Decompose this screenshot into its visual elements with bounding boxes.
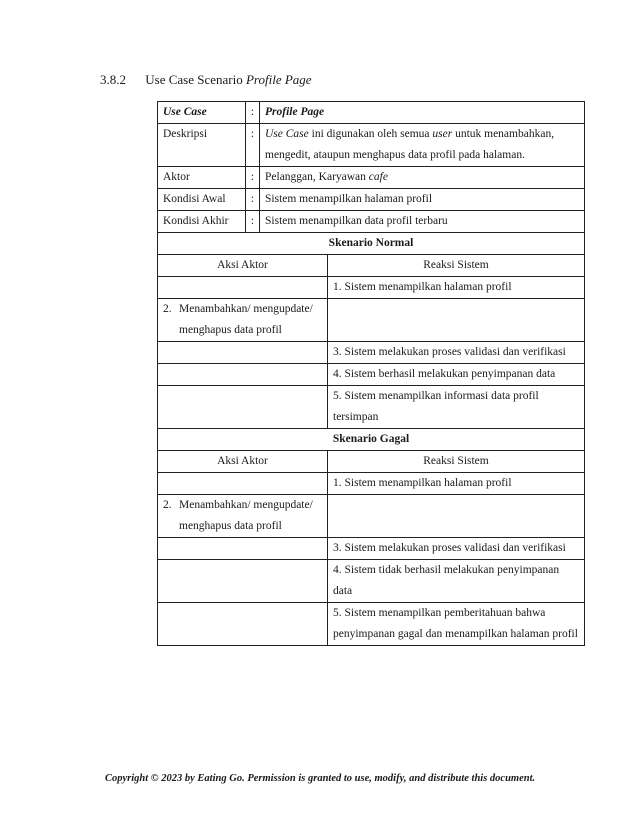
separator: : xyxy=(246,102,260,124)
separator: : xyxy=(246,167,260,189)
sistem-cell: 1. Sistem menampilkan halaman profil xyxy=(328,473,585,495)
table-row xyxy=(158,342,585,364)
aktor-cell: 2. Menambahkan/ mengupdate/ menghapus data profil xyxy=(158,299,328,342)
aktor-cell xyxy=(158,473,328,495)
sistem-cell: 4. Sistem berhasil melakukan penyimpanan data xyxy=(328,364,585,386)
value-aktor: Pelanggan, Karyawan cafe xyxy=(260,167,585,189)
section-title: Use Case Scenario Profile Page xyxy=(145,72,312,87)
sistem-cell: 3. Sistem melakukan proses validasi dan verifikasi xyxy=(328,538,585,560)
scenario-normal-title: Skenario Normal xyxy=(158,233,585,255)
table-row xyxy=(158,473,585,495)
row-kondisi-akhir xyxy=(158,211,585,233)
sistem-cell: 5. Sistem menampilkan informasi data profil tersimpan xyxy=(328,386,585,429)
aktor-cell xyxy=(158,560,328,603)
aktor-cell xyxy=(158,342,328,364)
scenario-normal-header-row xyxy=(158,255,585,277)
table-row xyxy=(158,299,585,342)
label-deskripsi: Deskripsi xyxy=(158,124,246,167)
row-deskripsi xyxy=(158,124,585,167)
value-use-case: Profile Page xyxy=(260,102,585,124)
aktor-cell xyxy=(158,603,328,646)
table-row xyxy=(158,560,585,603)
table-row xyxy=(158,364,585,386)
scenario-normal-title-row xyxy=(158,233,585,255)
aktor-cell xyxy=(158,277,328,299)
use-case-table xyxy=(157,101,585,646)
separator: : xyxy=(246,211,260,233)
label-kondisi-akhir: Kondisi Akhir xyxy=(158,211,246,233)
row-use-case xyxy=(158,102,585,124)
label-use-case: Use Case xyxy=(158,102,246,124)
table-row xyxy=(158,386,585,429)
sistem-cell xyxy=(328,299,585,342)
value-deskripsi: Use Case ini digunakan oleh semua user untuk menambahkan, mengedit, ataupun menghapus data profil pada halaman. xyxy=(260,124,585,167)
aktor-cell: 2. Menambahkan/ mengupdate/ menghapus data profil xyxy=(158,495,328,538)
column-header-aksi-aktor: Aksi Aktor xyxy=(158,255,328,277)
table-row xyxy=(158,277,585,299)
label-kondisi-awal: Kondisi Awal xyxy=(158,189,246,211)
separator: : xyxy=(246,124,260,167)
sistem-cell: 5. Sistem menampilkan pemberitahuan bahwa penyimpanan gagal dan menampilkan halaman profil xyxy=(328,603,585,646)
value-kondisi-awal: Sistem menampilkan halaman profil xyxy=(260,189,585,211)
aktor-cell xyxy=(158,538,328,560)
section-heading xyxy=(100,72,312,88)
aktor-cell xyxy=(158,364,328,386)
row-aktor xyxy=(158,167,585,189)
sistem-cell xyxy=(328,495,585,538)
column-header-reaksi-sistem: Reaksi Sistem xyxy=(328,451,585,473)
scenario-gagal-title-row xyxy=(158,429,585,451)
sistem-cell: 3. Sistem melakukan proses validasi dan verifikasi xyxy=(328,342,585,364)
table-row xyxy=(158,603,585,646)
label-aktor: Aktor xyxy=(158,167,246,189)
section-number: 3.8.2 xyxy=(100,72,126,87)
row-kondisi-awal xyxy=(158,189,585,211)
aktor-cell xyxy=(158,386,328,429)
scenario-gagal-title: Skenario Gagal xyxy=(158,429,585,451)
table-row xyxy=(158,538,585,560)
scenario-gagal-header-row xyxy=(158,451,585,473)
separator: : xyxy=(246,189,260,211)
sistem-cell: 1. Sistem menampilkan halaman profil xyxy=(328,277,585,299)
column-header-reaksi-sistem: Reaksi Sistem xyxy=(328,255,585,277)
copyright-footer: Copyright © 2023 by Eating Go. Permission is granted to use, modify, and distribute this document. xyxy=(105,773,536,784)
value-kondisi-akhir: Sistem menampilkan data profil terbaru xyxy=(260,211,585,233)
table-row xyxy=(158,495,585,538)
sistem-cell: 4. Sistem tidak berhasil melakukan penyimpanan data xyxy=(328,560,585,603)
column-header-aksi-aktor: Aksi Aktor xyxy=(158,451,328,473)
